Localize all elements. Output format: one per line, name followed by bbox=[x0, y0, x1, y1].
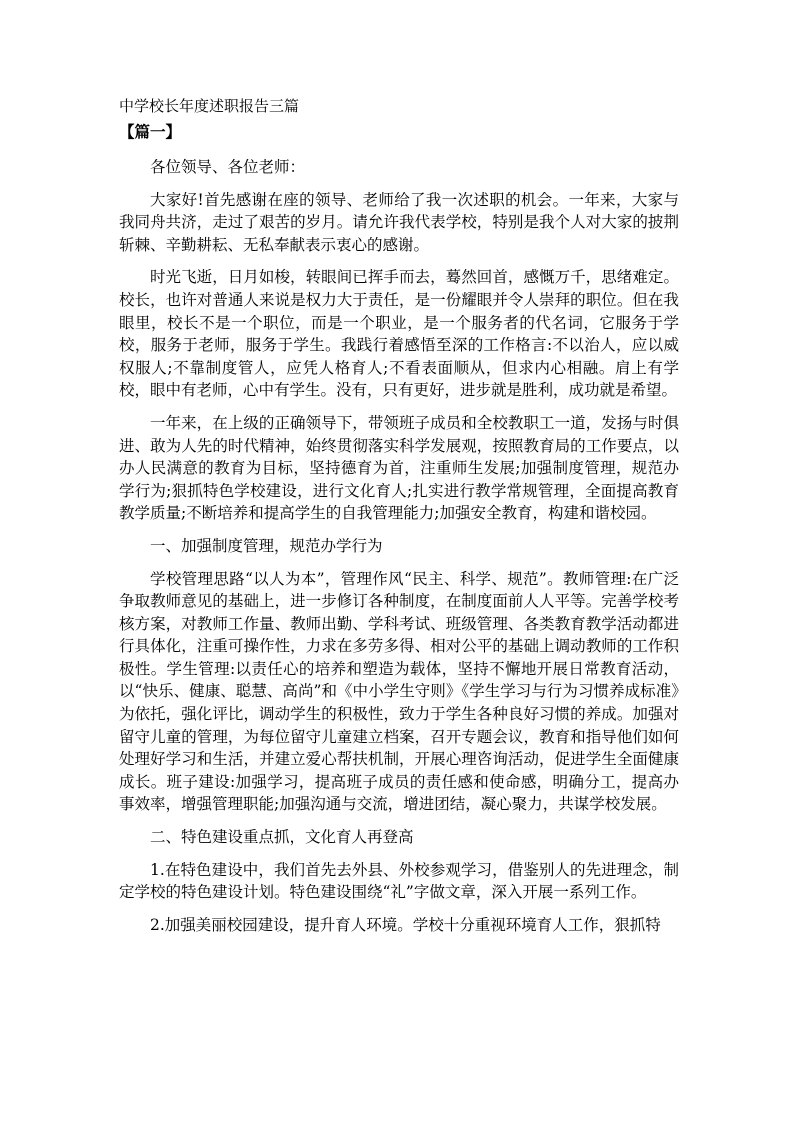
document-title: 中学校长年度述职报告三篇 bbox=[119, 97, 300, 115]
section-heading-1: 一、加强制度管理，规范办学行为 bbox=[150, 536, 383, 555]
list-item-2: 2.加强美丽校园建设，提升育人环境。学校十分重视环境育人工作，狠抓特 bbox=[150, 915, 661, 934]
document-page bbox=[119, 96, 679, 946]
paragraph-intro: 大家好!首先感谢在座的领导、老师给了我一次述职的机会。一年来，大家与我同舟共济，走过了艰苦的岁月。请允许我代表学校，特别是我个人对大家的披荆斩棘、辛勤耕耘、无私奉献表示衷心的感谢。 bbox=[119, 190, 679, 254]
section-heading-2: 二、特色建设重点抓，文化育人再登高 bbox=[150, 828, 414, 847]
paragraph-overview: 一年来，在上级的正确领导下，带领班子成员和全校教职工一道，发扬与时俱进、敢为人先的时代精神，始终贯彻落实科学发展观，按照教育局的工作要点，以办人民满意的教育为目标，坚持德育为首，注重师生发展;加强制度管理，规范办学行为;狠抓特色学校建设，进行文化育人;扎实进行教学常规管理，全面提高教育教学质量;不断培养和提高学生的自我管理能力;加强安全教育，构建和谐校园。 bbox=[119, 413, 679, 523]
section-mark: 【篇一】 bbox=[119, 122, 182, 141]
greeting: 各位领导、各位老师： bbox=[150, 158, 306, 176]
paragraph-management: 学校管理思路“以人为本”，管理作风“民主、科学、规范”。教师管理:在广泛争取教师意见的基础上，进一步修订各种制度，在制度面前人人平等。完善学校考核方案，对教师工作量、教师出勤、学科考试、班级管理、各类教育教学活动都进行具体化，注重可操作性，力求在多劳多得、相对公平的基础上调动教师的工作积极性。学生管理:以责任心的培养和塑造为载体，坚持不懈地开展日常教育活动，以“快乐、健康、聪慧、高尚”和《中小学生守则》《学生学习与行为习惯养成标准》为依托，强化评比，调动学生的积极性，致力于学生各种良好习惯的养成。加强对留守儿童的管理，为每位留守儿童建立档案，召开专题会议，教育和指导他们如何处理好学习和生活，并建立爱心帮扶机制，开展心理咨询活动，促进学生全面健康成长。班子建设:加强学习，提高班子成员的责任感和使命感，明确分工，提高办事效率，增强管理职能;加强沟通与交流，增进团结，凝心聚力，共谋学校发展。 bbox=[119, 569, 679, 814]
list-item-1: 1.在特色建设中，我们首先去外县、外校参观学习，借鉴别人的先进理念，制定学校的特色建设计划。特色建设围绕“礼”字做文章，深入开展一系列工作。 bbox=[119, 860, 679, 902]
paragraph-reflection: 时光飞逝，日月如梭，转眼间已挥手而去，蓦然回首，感慨万千，思绪难定。校长，也许对普通人来说是权力大于责任，是一份耀眼并令人崇拜的职位。但在我眼里，校长不是一个职位，而是一个职业，是一个服务者的代名词，它服务于学校，服务于老师，服务于学生。我践行着感悟至深的工作格言:不以治人，应以威权服人;不靠制度管人，应凭人格育人;不看表面顺从，但求内心相融。肩上有学校，眼中有老师，心中有学生。没有，只有更好，进步就是胜利，成功就是希望。 bbox=[119, 268, 679, 400]
